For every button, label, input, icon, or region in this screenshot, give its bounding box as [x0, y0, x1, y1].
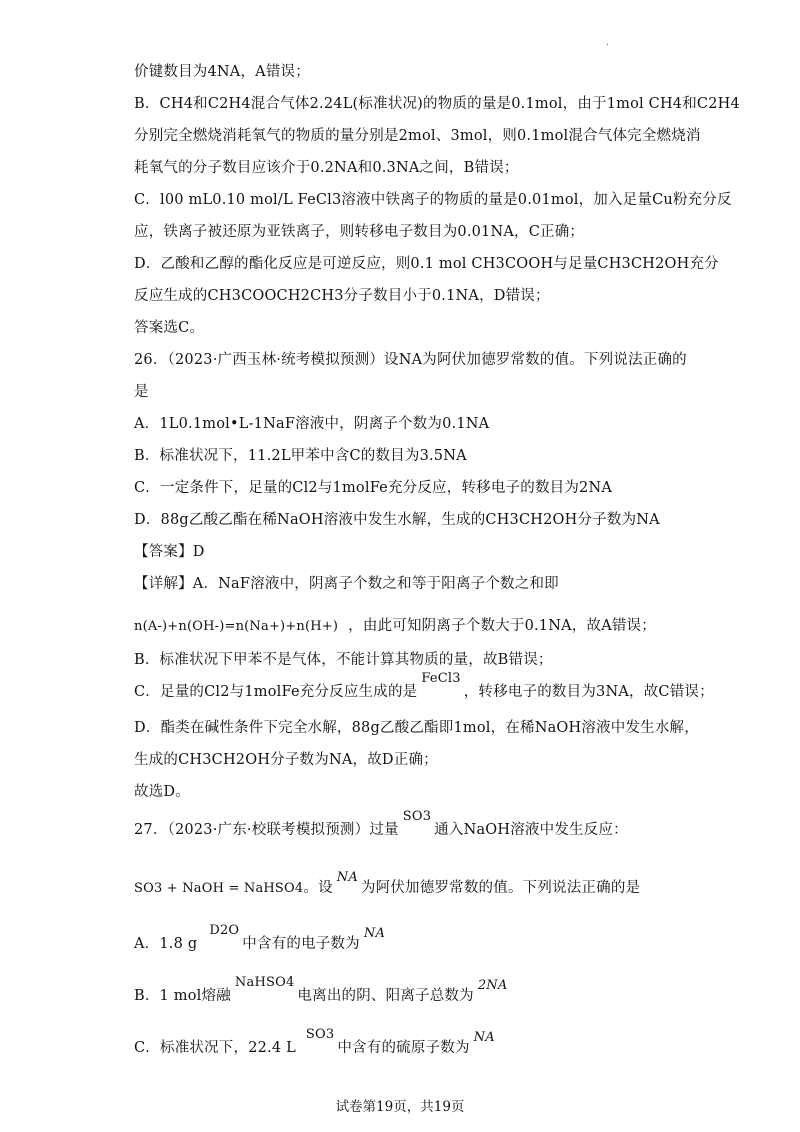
question-26-stem-cont: 是 [134, 384, 149, 400]
answer-label: 【答案】D [134, 544, 205, 560]
equation: SO3 + NaOH = NaHSO4 [134, 881, 304, 896]
text-line: 分别完全燃烧消耗氧气的物质的量分别是2mol、3mol，则0.1mol混合气体完全燃烧消 [134, 128, 701, 144]
symbol-na: NA [473, 1030, 495, 1045]
symbol-na: NA [336, 870, 358, 885]
page-footer: 试卷第19页，共19页 [335, 1099, 465, 1115]
text-span: 。设 [303, 880, 333, 896]
text-span: ，由此可知阴离子个数大于0.1NA，故A错误； [348, 618, 656, 634]
text-span: 电离出的阴、阳离子总数为 [297, 988, 474, 1004]
text-line: D．乙酸和乙醇的酯化反应是可逆反应，则0.1 mol CH3COOH与足量CH3CH2OH充分 [134, 256, 719, 272]
question-26-stem: 26．（2023·广西玉林·统考模拟预测）设NA为阿伏加德罗常数的值。下列说法正确的 [134, 352, 687, 368]
option-b [134, 975, 510, 1007]
formula-fecl3: FeCl3 [421, 671, 461, 686]
explanation-line: 【详解】A．NaF溶液中，阴离子个数之和等于阳离子个数之和即 [134, 576, 559, 592]
text-span: 为阿伏加德罗常数的值。下列说法正确的是 [360, 880, 641, 896]
question-27-stem [134, 809, 628, 841]
text-span: 中含有的电子数为 [242, 936, 360, 952]
option-c [134, 1027, 498, 1059]
option-a: A．1L0.1mol•L-1NaF溶液中，阴离子个数为0.1NA [134, 416, 490, 432]
text-span: C．标准状况下，22.4 L [134, 1040, 296, 1056]
symbol-na: NA [363, 926, 386, 941]
explanation-line [134, 671, 714, 703]
answer-line: 答案选C。 [134, 320, 205, 336]
equation: n(A-)+n(OH-)=n(Na+)+n(H+) [134, 619, 339, 634]
option-b: B．标准状况下，11.2L甲苯中含C的数目为3.5NA [134, 448, 467, 464]
text-span: B．1 mol熔融 [134, 988, 231, 1004]
corner-mark: · [606, 40, 610, 51]
text-line: 耗氧气的分子数目应该介于0.2NA和0.3NA之间，B错误； [134, 160, 519, 176]
formula-nahso4: NaHSO4 [234, 975, 295, 990]
option-a [134, 923, 388, 955]
text-span: 通入NaOH溶液中发生反应： [434, 822, 628, 838]
text-span: A．1.8 g [134, 936, 198, 952]
explanation-line: D．酯类在碱性条件下完全水解，88g乙酸乙酯即1mol，在稀NaOH溶液中发生水解， [134, 720, 699, 736]
text-span: C．足量的Cl2与1molFe充分反应生成的是 [134, 684, 418, 700]
symbol-2na: 2NA [477, 978, 508, 993]
option-c: C．一定条件下，足量的Cl2与1molFe充分反应，转移电子的数目为2NA [134, 480, 613, 496]
text-line: B．CH4和C2H4混合气体2.24L(标准状况)的物质的量是0.1mol，由于1mol CH4和C2H4 [134, 96, 740, 112]
text-span: ，转移电子的数目为3NA，故C错误； [463, 684, 714, 700]
text-span: 中含有的硫原子数为 [337, 1040, 470, 1056]
formula-so3: SO3 [402, 809, 432, 824]
explanation-line: 生成的CH3CH2OH分子数为NA，故D正确； [134, 752, 438, 768]
text-line: 应，铁离子被还原为亚铁离子，则转移电子数目为0.01NA，C正确； [134, 224, 585, 240]
formula-so3: SO3 [305, 1027, 335, 1042]
text-line: C．l00 mL0.10 mol/L FeCl3溶液中铁离子的物质的量是0.01mol，加入足量Cu粉充分反 [134, 192, 732, 208]
text-span: 27．（2023·广东·校联考模拟预测）过量 [134, 822, 399, 838]
option-d: D．88g乙酸乙酯在稀NaOH溶液中发生水解，生成的CH3CH2OH分子数为NA [134, 512, 660, 528]
explanation-formula-line [134, 616, 656, 637]
explanation-line: 故选D。 [134, 784, 190, 800]
text-line: 反应生成的CH3COOCH2CH3分子数目小于0.1NA，D错误； [134, 288, 550, 304]
formula-d2o: D2O [209, 923, 240, 938]
question-27-stem-cont [134, 870, 641, 899]
text-line: 价键数目为4NA，A错误； [134, 64, 310, 80]
explanation-line: B．标准状况下甲苯不是气体，不能计算其物质的量，故B错误； [134, 652, 553, 668]
